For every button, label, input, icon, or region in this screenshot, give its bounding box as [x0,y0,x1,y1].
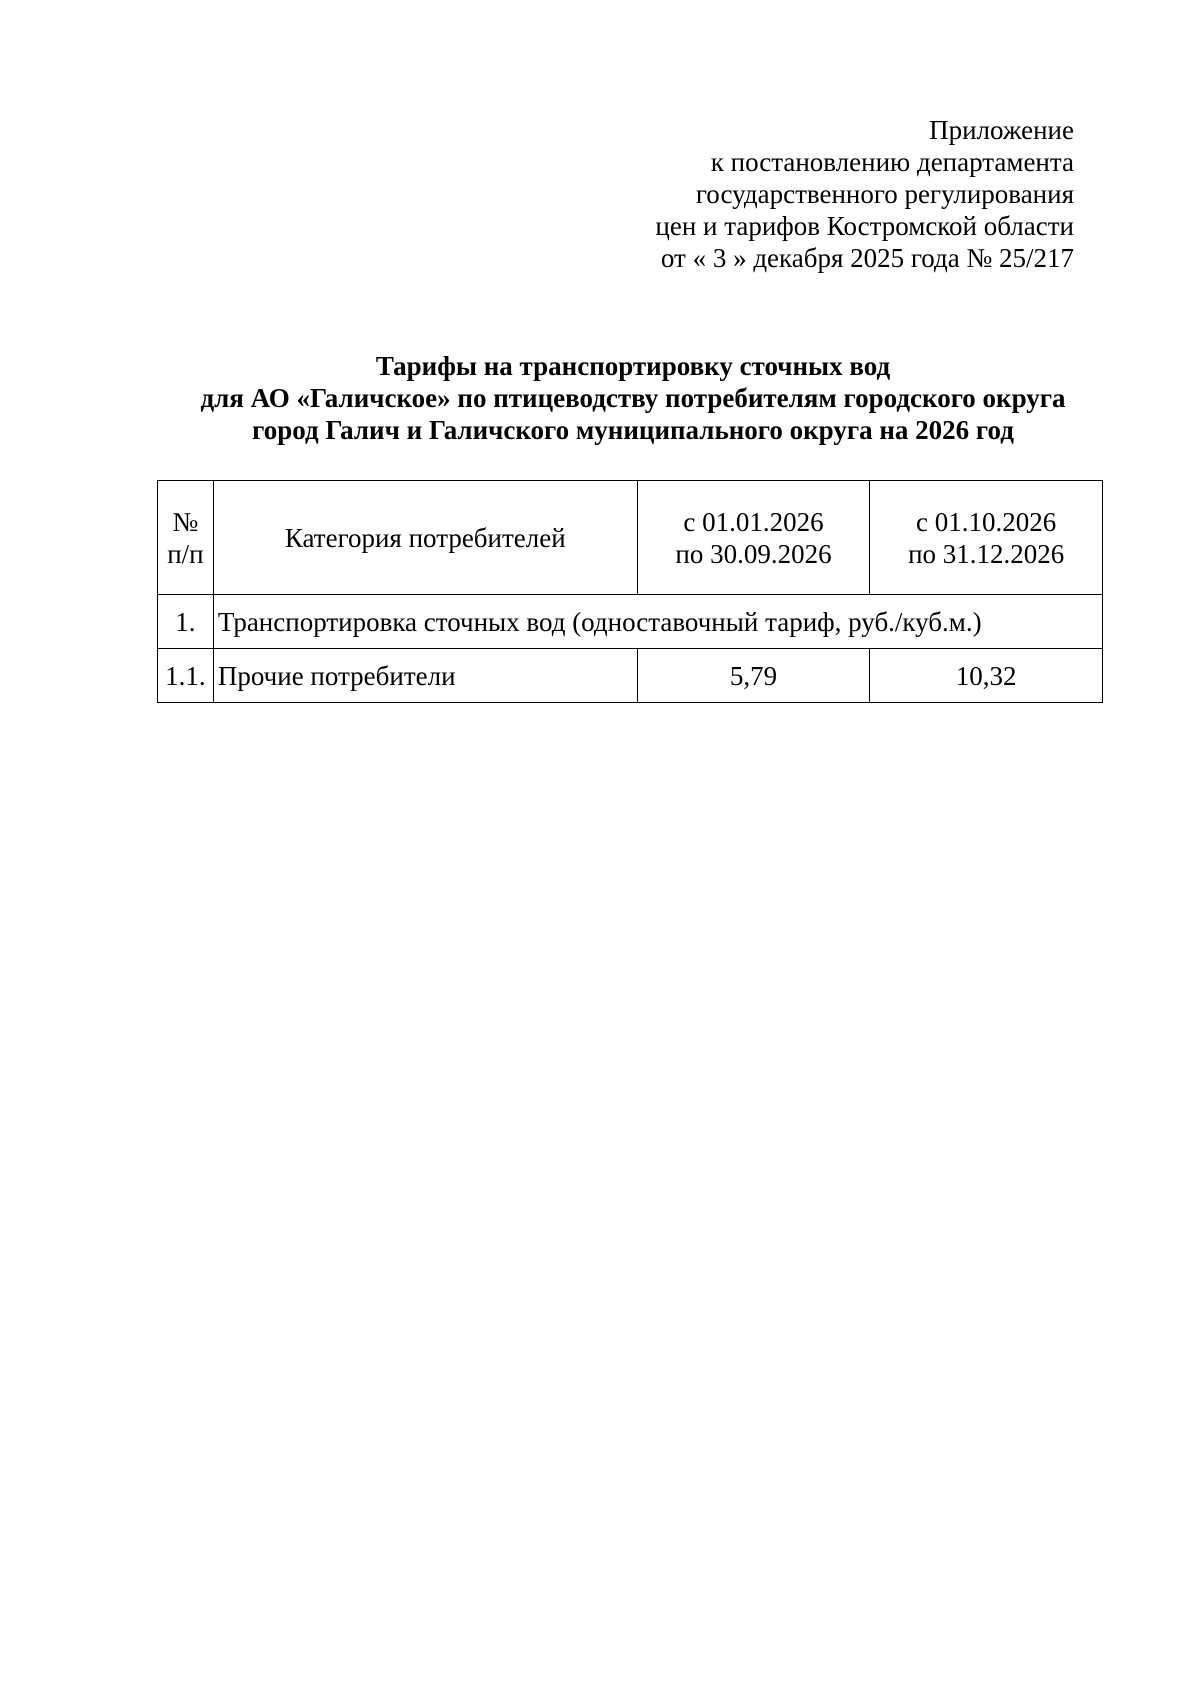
document-title [158,350,1108,446]
appendix-line: Приложение [929,115,1074,145]
row-period1-cell: 5,79 [637,649,870,703]
title-line: для АО «Галичское» по птицеводству потребителям городского округа [200,383,1066,413]
appendix-line: государственного регулирования [695,179,1074,209]
table-section-row [158,595,1103,649]
table-header-row [158,481,1103,595]
header-category-cell: Категория потребителей [213,481,637,595]
appendix-block [655,114,1074,274]
title-line: город Галич и Галичского муниципального округа на 2026 год [252,415,1014,445]
header-period1-line1: с 01.01.2026 [683,506,824,537]
header-num-line2: п/п [167,538,204,569]
header-period1-line2: по 30.09.2026 [675,538,832,569]
header-period2-cell [870,481,1103,595]
row-category-cell: Прочие потребители [213,649,637,703]
appendix-line: от « 3 » декабря 2025 года № 25/217 [660,243,1074,273]
section-label-cell: Транспортировка сточных вод (одноставочный тариф, руб./куб.м.) [213,595,1102,649]
header-period1-cell [637,481,870,595]
appendix-line: цен и тарифов Костромской области [655,211,1074,241]
appendix-line: к постановлению департамента [710,147,1074,177]
header-num-line1: № [172,506,199,537]
tariff-table [157,480,1103,703]
row-period2-cell: 10,32 [870,649,1103,703]
header-num-cell [158,481,214,595]
row-num-cell: 1.1. [158,649,214,703]
header-period2-line1: с 01.10.2026 [916,506,1057,537]
table-row [158,649,1103,703]
header-period2-line2: по 31.12.2026 [908,538,1065,569]
section-num-cell: 1. [158,595,214,649]
title-line: Тарифы на транспортировку сточных вод [375,351,891,381]
